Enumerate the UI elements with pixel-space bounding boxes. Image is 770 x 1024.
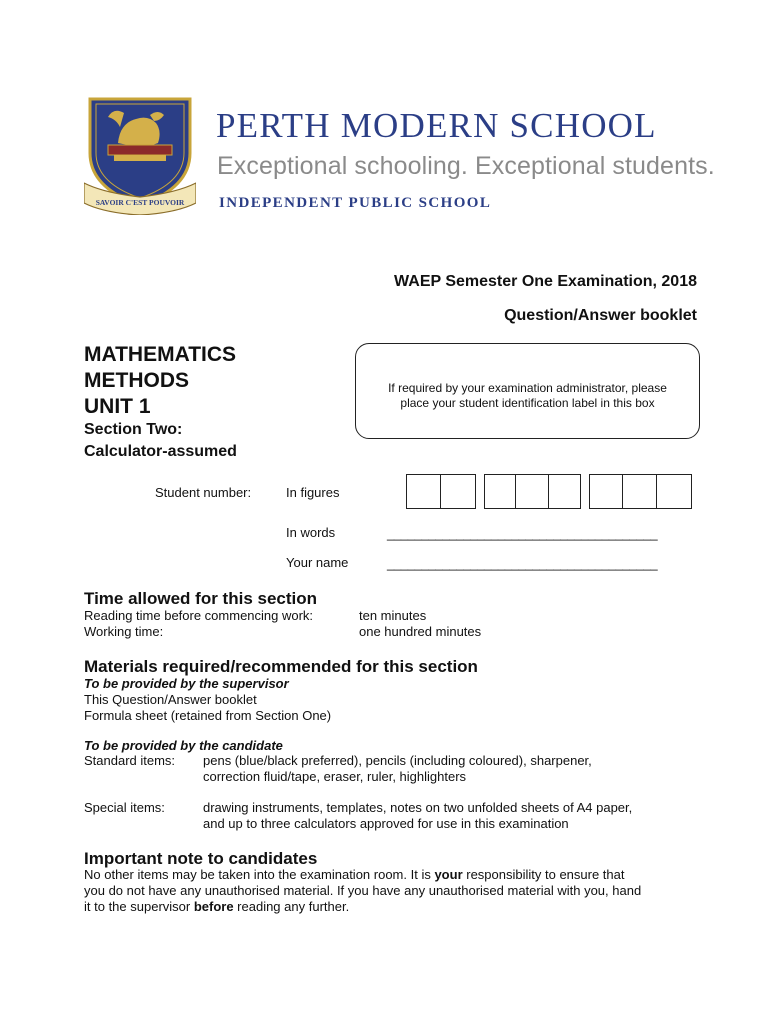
in-words-line[interactable]: _______________________________________ — [387, 526, 658, 541]
crest-base — [114, 155, 166, 161]
student-number-group-3[interactable] — [589, 474, 692, 509]
special-items-line-2: and up to three calculators approved for use in this examination — [203, 816, 569, 831]
digit-box[interactable] — [657, 475, 691, 508]
exam-title: WAEP Semester One Examination, 2018 — [394, 273, 697, 290]
important-emphasis: before — [193, 899, 234, 914]
subject-title — [84, 342, 236, 420]
reading-time-value: ten minutes — [359, 608, 427, 623]
working-time-value: one hundred minutes — [359, 624, 482, 639]
supervisor-item: This Question/Answer booklet — [84, 692, 257, 707]
label-box-text-1: If required by your examination administrator, please — [388, 381, 667, 395]
section-name — [84, 419, 237, 463]
important-note-line-3 — [84, 899, 349, 915]
in-figures-label: In figures — [286, 485, 340, 500]
digit-box[interactable] — [407, 475, 441, 508]
digit-box[interactable] — [590, 475, 623, 508]
booklet-type: Question/Answer booklet — [504, 307, 697, 324]
important-note-heading: Important note to candidates — [84, 849, 318, 868]
student-label-box[interactable] — [355, 343, 700, 439]
your-name-label: Your name — [286, 555, 349, 570]
subject-line-3: UNIT 1 — [84, 395, 151, 418]
in-words-label: In words — [286, 525, 336, 540]
subject-line-2: METHODS — [84, 369, 189, 392]
candidate-heading: To be provided by the candidate — [84, 738, 283, 753]
digit-box[interactable] — [623, 475, 656, 508]
school-crest-logo — [84, 93, 196, 215]
digit-box[interactable] — [485, 475, 516, 508]
supervisor-item: Formula sheet (retained from Section One) — [84, 708, 332, 723]
standard-items-line-2: correction fluid/tape, eraser, ruler, highlighters — [203, 769, 467, 784]
reading-time-label: Reading time before commencing work: — [84, 608, 314, 623]
supervisor-heading: To be provided by the supervisor — [84, 676, 289, 691]
standard-items-line-1: pens (blue/black preferred), pencils (including coloured), sharpener, — [203, 753, 592, 768]
student-number-group-2[interactable] — [484, 474, 581, 509]
student-number-group-1[interactable] — [406, 474, 476, 509]
section-line-2: Calculator-assumed — [84, 443, 237, 460]
important-text: No other items may be taken into the examination room. It is — [84, 867, 435, 882]
section-line-1: Section Two: — [84, 421, 183, 438]
school-name: PERTH MODERN SCHOOL — [216, 106, 657, 145]
materials-heading: Materials required/recommended for this section — [84, 657, 478, 676]
important-text: responsibility to ensure that — [462, 867, 625, 882]
crest-scroll-band — [108, 145, 172, 155]
digit-box[interactable] — [441, 475, 475, 508]
important-emphasis: your — [434, 867, 463, 882]
digit-box[interactable] — [549, 475, 580, 508]
important-note-line-2: you do not have any unauthorised material. If you have any unauthorised material with you, hand — [84, 883, 642, 898]
school-subtitle: INDEPENDENT PUBLIC SCHOOL — [219, 195, 492, 211]
special-items-line-1: drawing instruments, templates, notes on two unfolded sheets of A4 paper, — [203, 800, 633, 815]
school-tagline: Exceptional schooling. Exceptional students. — [217, 152, 715, 180]
digit-box[interactable] — [516, 475, 548, 508]
student-number-label: Student number: — [155, 485, 252, 500]
your-name-line[interactable]: _______________________________________ — [387, 556, 658, 571]
important-text: reading any further. — [233, 899, 350, 914]
special-items-label: Special items: — [84, 800, 165, 815]
subject-line-1: MATHEMATICS — [84, 343, 237, 366]
standard-items-label: Standard items: — [84, 753, 176, 768]
important-note-line-1 — [84, 867, 625, 883]
crest-motto-text: SAVOIR C'EST POUVOIR — [95, 198, 185, 207]
label-box-text-2: place your student identification label in this box — [400, 396, 655, 410]
time-allowed-heading: Time allowed for this section — [84, 589, 318, 608]
working-time-label: Working time: — [84, 624, 164, 639]
important-text: it to the supervisor — [84, 899, 194, 914]
